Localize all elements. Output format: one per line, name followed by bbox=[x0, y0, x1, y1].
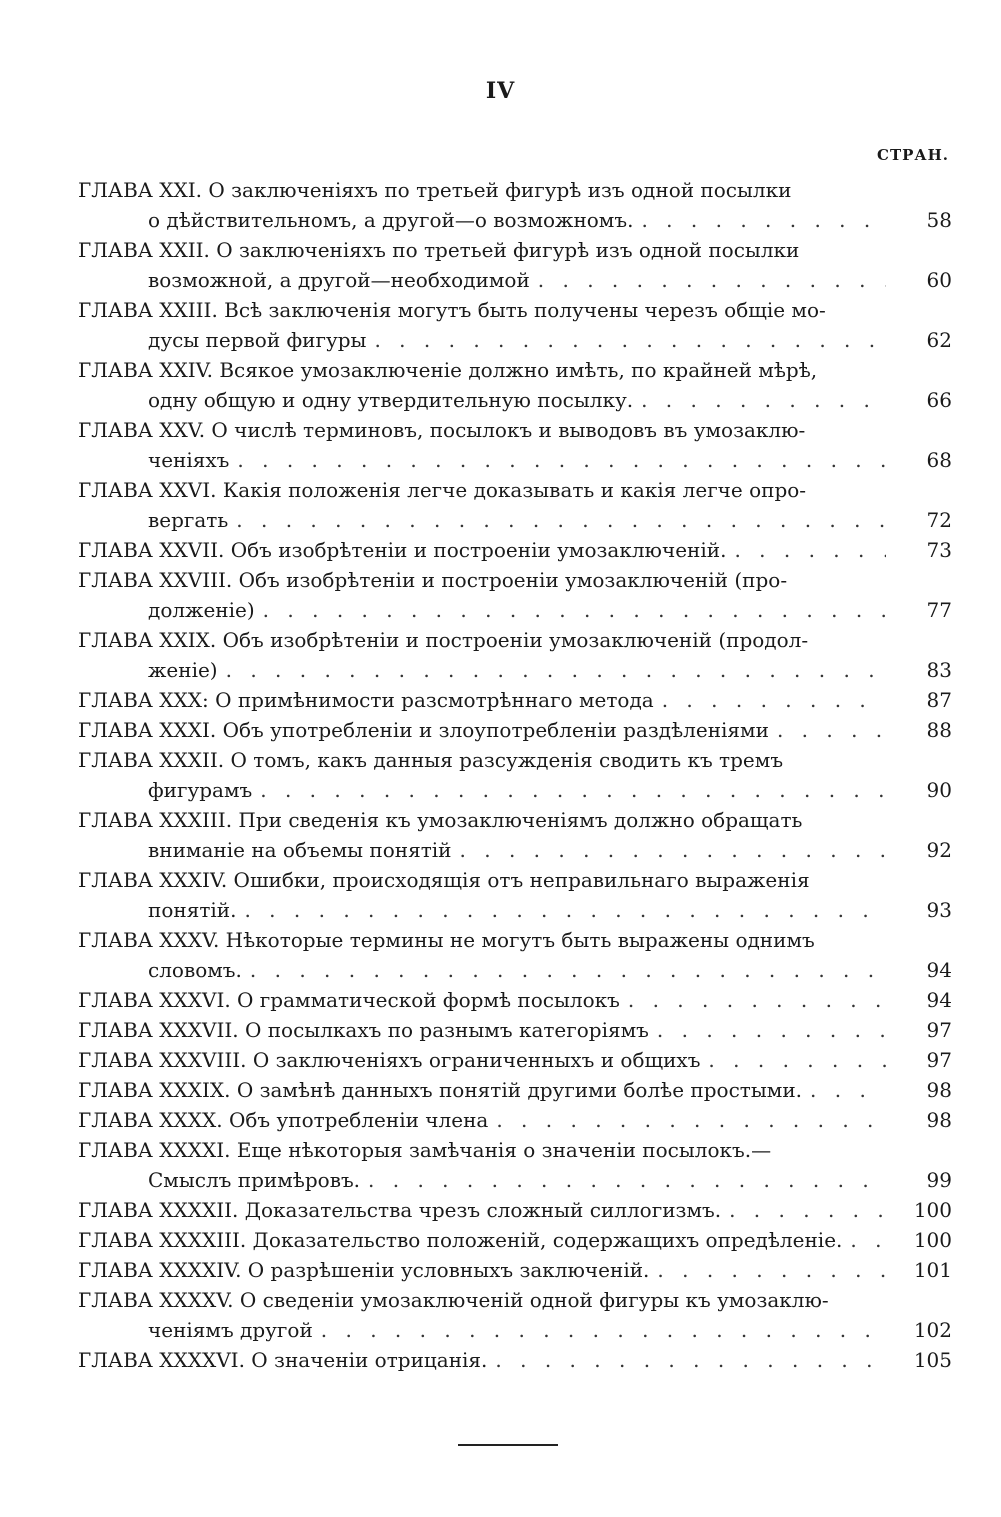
dot-leader bbox=[649, 1015, 886, 1045]
toc-entry-page-number: 100 bbox=[913, 1228, 952, 1252]
toc-entry-last-line bbox=[78, 895, 886, 925]
toc-entry-last-line bbox=[78, 445, 886, 475]
toc-entry-last-line bbox=[78, 205, 886, 235]
toc-entry-page-number: 88 bbox=[926, 718, 952, 742]
toc-entry-last-line bbox=[78, 595, 886, 625]
dot-leader bbox=[700, 1045, 886, 1075]
toc-entry-title-tail: вергать bbox=[148, 508, 229, 532]
toc-entry-title-tail: ГЛАВА XXXXIII. Доказательство положеній, содержащихъ опредѣленіе. bbox=[78, 1228, 843, 1252]
toc-entry bbox=[78, 1225, 952, 1255]
toc-entry-title-tail: ГЛАВА XXXVI. О грамматической формѣ посылокъ bbox=[78, 988, 620, 1012]
toc-entry-page-number: 94 bbox=[926, 958, 952, 982]
toc-entry-page-number: 68 bbox=[926, 448, 952, 472]
toc-entry-title-line: ГЛАВА XXVI. Какія положенія легче доказывать и какія легче опро- bbox=[78, 478, 807, 502]
toc-entry-last-line bbox=[78, 1255, 886, 1285]
toc-entry-text bbox=[78, 985, 886, 1015]
toc-entry-title-line: ГЛАВА XXIX. Объ изобрѣтеніи и построеніи умозаключеній (продол- bbox=[78, 628, 809, 652]
dot-leader bbox=[452, 835, 886, 865]
toc-entry bbox=[78, 1195, 952, 1225]
toc-entry-title-line: ГЛАВА XXXIV. Ошибки, происходящія отъ неправильнаго выраженія bbox=[78, 868, 810, 892]
toc-entry-title-tail: вниманіе на объемы понятій bbox=[148, 838, 452, 862]
toc-entry-last-line bbox=[78, 685, 886, 715]
toc-entry bbox=[78, 625, 952, 685]
toc-entry-title-tail: ГЛАВА XXXXVI. О значеніи отрицанія. bbox=[78, 1348, 488, 1372]
toc-entry bbox=[78, 565, 952, 625]
dot-leader bbox=[530, 265, 886, 295]
toc-entry-title-tail: ГЛАВА XXVII. Объ изобрѣтеніи и построеніи умозаключеній. bbox=[78, 538, 727, 562]
toc-entry-last-line bbox=[78, 505, 886, 535]
dot-leader bbox=[769, 715, 886, 745]
toc-entry-text bbox=[78, 1075, 886, 1105]
dot-leader bbox=[633, 205, 886, 235]
dot-leader bbox=[236, 895, 886, 925]
toc-entry bbox=[78, 715, 952, 745]
toc-entry-text bbox=[78, 1345, 886, 1375]
toc-entry-title-tail: ГЛАВА XXXX. Объ употребленіи члена bbox=[78, 1108, 489, 1132]
dot-leader bbox=[721, 1195, 886, 1225]
toc-entry-title-tail: возможной, а другой—необходимой bbox=[148, 268, 530, 292]
toc-entry-title-tail: ГЛАВА XXXVII. О посылкахъ по разнымъ категоріямъ bbox=[78, 1018, 649, 1042]
closing-rule bbox=[458, 1444, 558, 1446]
toc-entry-last-line bbox=[78, 1345, 886, 1375]
toc-entry-page-number: 102 bbox=[913, 1318, 952, 1342]
toc-entry-last-line bbox=[78, 385, 886, 415]
dot-leader bbox=[649, 1255, 886, 1285]
toc-entry bbox=[78, 1075, 952, 1105]
dot-leader bbox=[313, 1315, 886, 1345]
toc-entry bbox=[78, 985, 952, 1015]
toc-entry-last-line bbox=[78, 985, 886, 1015]
toc-entry-last-line bbox=[78, 535, 886, 565]
toc-entry-last-line bbox=[78, 1195, 886, 1225]
toc-entry bbox=[78, 865, 952, 925]
toc-entry-page-number: 87 bbox=[926, 688, 952, 712]
toc-entry-title-line: ГЛАВА XXXIII. При сведенія къ умозаключеніямъ должно обращать bbox=[78, 808, 803, 832]
toc-entry-title-line: ГЛАВА XXXXI. Еще нѣкоторыя замѣчанія о значеніи посылокъ.— bbox=[78, 1138, 772, 1162]
toc-entry bbox=[78, 415, 952, 475]
toc-entry bbox=[78, 475, 952, 535]
toc-entry-page-number: 77 bbox=[926, 598, 952, 622]
toc-entry-page-number: 92 bbox=[926, 838, 952, 862]
toc-entry-text bbox=[78, 565, 886, 625]
page-number: IV bbox=[485, 78, 516, 104]
toc-entry-text bbox=[78, 1225, 886, 1255]
toc-entry-title-tail: о дѣйствительномъ, а другой—о возможномъ. bbox=[148, 208, 634, 232]
toc-entry-title-line: ГЛАВА XXIII. Всѣ заключенія могутъ быть получены черезъ общіе мо- bbox=[78, 298, 826, 322]
toc-entry-title-tail: фигурамъ bbox=[148, 778, 253, 802]
toc-entry-last-line bbox=[78, 775, 886, 805]
toc-entry-last-line bbox=[78, 1075, 886, 1105]
dot-leader bbox=[842, 1225, 886, 1255]
toc-entry-page-number: 97 bbox=[926, 1018, 952, 1042]
dot-leader bbox=[487, 1345, 886, 1375]
toc-entry-title-line: ГЛАВА XXXV. Нѣкоторые термины не могутъ быть выражены однимъ bbox=[78, 928, 815, 952]
toc-entry-page-number: 93 bbox=[926, 898, 952, 922]
toc-entry-text bbox=[78, 715, 886, 745]
toc-entry-title-line: ГЛАВА XXI. О заключеніяхъ по третьей фигурѣ изъ одной посылки bbox=[78, 178, 792, 202]
toc-entry bbox=[78, 535, 952, 565]
toc-entry-title-tail: Смыслъ примѣровъ. bbox=[148, 1168, 361, 1192]
dot-leader bbox=[242, 955, 886, 985]
toc-entry-text bbox=[78, 925, 886, 985]
toc-entry-text bbox=[78, 475, 886, 535]
toc-entry-last-line bbox=[78, 1315, 886, 1345]
toc-entry-title-line: ГЛАВА XXXXV. О сведеніи умозаключеній одной фигуры къ умозаклю- bbox=[78, 1288, 829, 1312]
toc-entry-title-tail: ченіямъ другой bbox=[148, 1318, 313, 1342]
toc-entry-text bbox=[78, 175, 886, 235]
toc-entry-page-number: 98 bbox=[926, 1078, 952, 1102]
dot-leader bbox=[620, 985, 886, 1015]
toc-entry-title-line: ГЛАВА XXIV. Всякое умозаключеніе должно имѣть, по крайней мѣрѣ, bbox=[78, 358, 818, 382]
toc-entry-page-number: 98 bbox=[926, 1108, 952, 1132]
toc-entry-title-tail: ГЛАВА XXXIX. О замѣнѣ данныхъ понятій другими болѣе простыми. bbox=[78, 1078, 803, 1102]
toc-entry-title-line: ГЛАВА XXVIII. Объ изобрѣтеніи и построеніи умозаключеній (про- bbox=[78, 568, 788, 592]
toc-entry-text bbox=[78, 685, 886, 715]
dot-leader bbox=[229, 445, 886, 475]
toc-entry bbox=[78, 1135, 952, 1195]
dot-leader bbox=[726, 535, 886, 565]
toc-entry-last-line bbox=[78, 1045, 886, 1075]
toc-entry bbox=[78, 355, 952, 415]
toc-entry bbox=[78, 685, 952, 715]
toc-entry-last-line bbox=[78, 715, 886, 745]
toc-entry-title-tail: ченіяхъ bbox=[148, 448, 230, 472]
toc-entry-title-tail: долженіе) bbox=[148, 598, 255, 622]
toc-entry bbox=[78, 925, 952, 985]
toc-entry-text bbox=[78, 805, 886, 865]
toc-entry-last-line bbox=[78, 1165, 886, 1195]
toc-entry-page-number: 72 bbox=[926, 508, 952, 532]
toc-entry-page-number: 99 bbox=[926, 1168, 952, 1192]
toc-entry-text bbox=[78, 745, 886, 805]
toc-entry-text bbox=[78, 1135, 886, 1195]
toc-entry-title-tail: ГЛАВА XXXXIV. О разрѣшеніи условныхъ заключеній. bbox=[78, 1258, 650, 1282]
toc-entry-title-line: ГЛАВА XXV. О числѣ терминовъ, посылокъ и выводовъ въ умозаклю- bbox=[78, 418, 806, 442]
toc-entry bbox=[78, 1285, 952, 1345]
toc-entry-last-line bbox=[78, 835, 886, 865]
toc-entry bbox=[78, 235, 952, 295]
toc-entry-page-number: 100 bbox=[913, 1198, 952, 1222]
toc-entry-last-line bbox=[78, 265, 886, 295]
toc-entry-page-number: 97 bbox=[926, 1048, 952, 1072]
dot-leader bbox=[252, 775, 886, 805]
toc-entry-title-tail: женіе) bbox=[148, 658, 218, 682]
toc-entry-page-number: 90 bbox=[926, 778, 952, 802]
toc-entry-title-tail: понятій. bbox=[148, 898, 237, 922]
toc-entry-title-tail: словомъ. bbox=[148, 958, 242, 982]
toc-entry-page-number: 58 bbox=[926, 208, 952, 232]
toc-entry-page-number: 62 bbox=[926, 328, 952, 352]
toc-entry-last-line bbox=[78, 655, 886, 685]
toc-entry bbox=[78, 1045, 952, 1075]
toc-entry bbox=[78, 745, 952, 805]
toc-entry-text bbox=[78, 625, 886, 685]
toc-entry-page-number: 66 bbox=[926, 388, 952, 412]
toc-entry-text bbox=[78, 415, 886, 475]
dot-leader bbox=[360, 1165, 886, 1195]
dot-leader bbox=[802, 1075, 886, 1105]
toc-entry-page-number: 101 bbox=[913, 1258, 952, 1282]
toc-entry-text bbox=[78, 865, 886, 925]
toc-entry-text bbox=[78, 1285, 886, 1345]
dot-leader bbox=[228, 505, 886, 535]
toc-entry-title-tail: ГЛАВА XXX: О примѣнимости разсмотрѣннаго метода bbox=[78, 688, 654, 712]
toc-entry-last-line bbox=[78, 1225, 886, 1255]
toc-entry-text bbox=[78, 355, 886, 415]
toc-entry-text bbox=[78, 1195, 886, 1225]
toc-entry-title-tail: ГЛАВА XXXVIII. О заключеніяхъ ограниченныхъ и общихъ bbox=[78, 1048, 701, 1072]
toc-entry-title-tail: одну общую и одну утвердительную посылку. bbox=[148, 388, 634, 412]
toc-entry bbox=[78, 1255, 952, 1285]
toc-entry bbox=[78, 1015, 952, 1045]
toc-entry-text bbox=[78, 235, 886, 295]
toc-entry bbox=[78, 1105, 952, 1135]
table-of-contents bbox=[78, 175, 952, 1375]
toc-entry-text bbox=[78, 1255, 886, 1285]
toc-entry-title-line: ГЛАВА XXXII. О томъ, какъ данныя разсужденія сводить къ тремъ bbox=[78, 748, 784, 772]
page-column-header: СТРАН. bbox=[877, 146, 949, 164]
toc-entry-page-number: 83 bbox=[926, 658, 952, 682]
toc-entry-title-tail: ГЛАВА XXXI. Объ употребленіи и злоупотребленіи раздѣленіями bbox=[78, 718, 769, 742]
toc-entry-title-tail: дусы первой фигуры bbox=[148, 328, 367, 352]
dot-leader bbox=[255, 595, 886, 625]
toc-entry-title-line: ГЛАВА XXII. О заключеніяхъ по третьей фигурѣ изъ одной посылки bbox=[78, 238, 800, 262]
toc-entry-last-line bbox=[78, 325, 886, 355]
toc-entry bbox=[78, 175, 952, 235]
toc-entry bbox=[78, 295, 952, 355]
toc-entry-last-line bbox=[78, 1105, 886, 1135]
toc-entry-page-number: 94 bbox=[926, 988, 952, 1012]
toc-entry bbox=[78, 805, 952, 865]
toc-entry-title-tail: ГЛАВА XXXXII. Доказательства чрезъ сложный силлогизмъ. bbox=[78, 1198, 722, 1222]
dot-leader bbox=[654, 685, 886, 715]
toc-entry-text bbox=[78, 1015, 886, 1045]
toc-entry-last-line bbox=[78, 1015, 886, 1045]
toc-entry-last-line bbox=[78, 955, 886, 985]
dot-leader bbox=[633, 385, 886, 415]
dot-leader bbox=[488, 1105, 886, 1135]
toc-entry bbox=[78, 1345, 952, 1375]
toc-entry-text bbox=[78, 1045, 886, 1075]
toc-entry-page-number: 60 bbox=[926, 268, 952, 292]
toc-entry-page-number: 105 bbox=[913, 1348, 952, 1372]
dot-leader bbox=[218, 655, 886, 685]
toc-entry-text bbox=[78, 535, 886, 565]
dot-leader bbox=[366, 325, 886, 355]
toc-entry-page-number: 73 bbox=[926, 538, 952, 562]
toc-entry-text bbox=[78, 295, 886, 355]
toc-entry-text bbox=[78, 1105, 886, 1135]
